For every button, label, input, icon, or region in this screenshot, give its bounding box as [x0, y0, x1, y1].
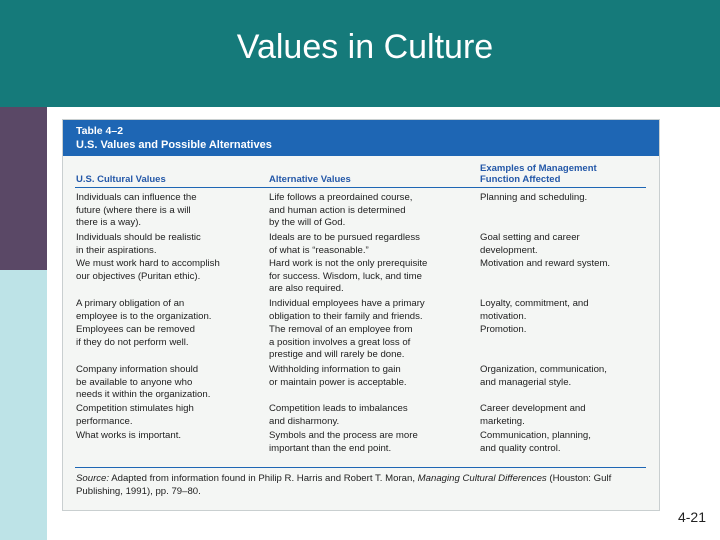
cell-alternative-value: Individual employees have a primary obligation to their family and friends. [269, 298, 425, 322]
source-rule [75, 467, 646, 468]
cell-us-value: Individuals can influence the future (where there is a will there is a way). [76, 192, 197, 229]
cell-alternative-value: Competition leads to imbalances and disharmony. [269, 403, 408, 427]
column-heading-us-values: U.S. Cultural Values [76, 174, 166, 185]
page-number: 4-21 [677, 509, 706, 525]
cell-management-function: Planning and scheduling. [480, 192, 588, 203]
cell-us-value: What works is important. [76, 430, 182, 441]
cell-alternative-value: Hard work is not the only prerequisite for success. Wisdom, luck, and time are also required. [269, 258, 428, 295]
table-card [62, 119, 660, 511]
cell-management-function: Organization, communication, and managerial style. [480, 364, 607, 388]
source-book-title: Managing Cultural Differences [417, 473, 547, 484]
cell-management-function: Motivation and reward system. [480, 258, 611, 269]
cell-management-function: Promotion. [480, 324, 527, 335]
cell-alternative-value: Life follows a preordained course, and human action is determined by the will of God. [269, 192, 413, 229]
cell-us-value: Company information should be available to anyone who needs it within the organization. [76, 364, 211, 401]
cell-us-value: Employees can be removed if they do not perform well. [76, 324, 195, 348]
table-header [63, 120, 659, 156]
table-name: U.S. Values and Possible Alternatives [76, 139, 272, 151]
cell-management-function: Career development and marketing. [480, 403, 586, 427]
cell-us-value: We must work hard to accomplish our objectives (Puritan ethic). [76, 258, 220, 282]
cell-alternative-value: Ideals are to be pursued regardless of what is “reasonable.” [269, 232, 420, 256]
table-number: Table 4–2 [76, 125, 124, 137]
cell-management-function: Communication, planning, and quality control. [480, 430, 591, 454]
cell-management-function: Loyalty, commitment, and motivation. [480, 298, 589, 322]
left-accent-strip-light [0, 270, 47, 540]
source-text-after: (Houston: Gulf Publishing, 1991), pp. 79–80. [76, 473, 612, 497]
column-heading-management-function: Examples of Management Function Affected [480, 163, 597, 185]
cell-us-value: Competition stimulates high performance. [76, 403, 194, 427]
left-accent-strip-dark [0, 107, 47, 270]
cell-management-function: Goal setting and career development. [480, 232, 580, 256]
cell-us-value: A primary obligation of an employee is to the organization. [76, 298, 212, 322]
cell-us-value: Individuals should be realistic in their aspirations. [76, 232, 201, 256]
heading-rule [75, 187, 646, 188]
source-label: Source: [76, 473, 110, 484]
cell-alternative-value: Symbols and the process are more important than the end point. [269, 430, 418, 454]
table-source-note [76, 473, 636, 498]
column-heading-alternative-values: Alternative Values [269, 174, 351, 185]
slide-title: Values in Culture [236, 28, 494, 66]
source-text-before: Adapted from information found in Philip R. Harris and Robert T. Moran, [109, 473, 418, 484]
cell-alternative-value: Withholding information to gain or maintain power is acceptable. [269, 364, 407, 388]
cell-alternative-value: The removal of an employee from a position involves a great loss of prestige and will rarely be done. [269, 324, 413, 361]
